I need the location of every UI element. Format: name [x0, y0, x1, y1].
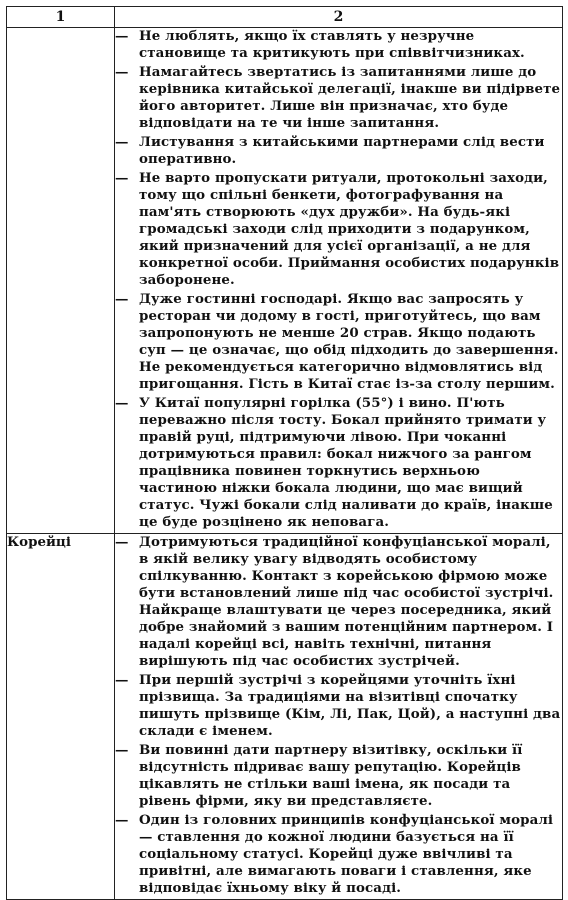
dash-marker: — [115, 742, 129, 758]
list-item [115, 28, 562, 62]
list-item [115, 812, 562, 897]
item-text: Один із головних принципів конфуціанської моралі — ставлення до кожної людини базується на її соціальному статусі. Корейці дуже ввічливі та привітні, але вимагають поваги і ставлення, яке відповідає їхньому віку й посаді. [139, 812, 554, 896]
item-text: У Китаї популярні горілка (55°) і вино. П'ють переважно після тосту. Бокал прийнято тримати у правій руці, підтримуючи лівою. При чоканні дотримуються правил: бокал нижчого за рангом працівника повинен торкнутись верхньою частиною ніжки бокала людини, що має вищий статус. Чужі бокали слід наливати до країв, інакше це буде розцінено як неповага. [139, 395, 553, 530]
dash-marker: — [115, 812, 129, 828]
list-item [115, 672, 562, 740]
list-item [115, 534, 562, 670]
dash-marker: — [115, 64, 129, 80]
dash-marker: — [115, 170, 129, 186]
list-item [115, 395, 562, 531]
item-text: Дотримуються традиційної конфуціанської моралі, в якій велику увагу відводять особистому спілкуванню. Контакт з корейською фірмою може бути встановлений лише під час особистої зустрічі. Найкраще влаштувати це через посередника, який добре знайомий з вашим потенційним партнером. І надалі корейці всі, навіть технічні, питання вирішують під час особистих зустрічей. [139, 534, 554, 669]
dash-marker: — [115, 134, 129, 150]
table-row [7, 28, 563, 534]
dash-marker: — [115, 28, 129, 44]
content-cell [115, 534, 563, 900]
etiquette-table [6, 6, 563, 900]
list-item [115, 64, 562, 132]
item-text: Не люблять, якщо їх ставлять у незручне становище та критикують при співвітчизниках. [139, 28, 525, 61]
item-text: Листування з китайськими партнерами слід вести оперативно. [139, 134, 545, 167]
dash-marker: — [115, 291, 129, 307]
table-row [7, 534, 563, 900]
item-text: При першій зустрічі з корейцями уточніть їхні прізвища. За традиціями на візитівці спочатку пишуть прізвище (Кім, Лі, Пак, Цой), а наступні два склади є іменем. [139, 672, 561, 739]
country-cell [7, 28, 115, 534]
list-item [115, 134, 562, 168]
column-header-1: 1 [7, 7, 115, 28]
list-item [115, 291, 562, 393]
header-row [7, 7, 563, 28]
dash-marker: — [115, 395, 129, 411]
item-text: Дуже гостинні господарі. Якщо вас запросять у ресторан чи додому в гості, приготуйтесь, що вам запропонують не менше 20 страв. Якщо подають суп — це означає, що обід підходить до завершення. Не рекомендується категорично відмовлятись від пригощання. Гість в Китаї стає із-за столу першим. [139, 291, 559, 392]
list-item [115, 170, 562, 289]
list-item [115, 742, 562, 810]
country-cell: Корейці [7, 534, 115, 900]
content-cell [115, 28, 563, 534]
item-text: Намагайтесь звертатись із запитаннями лише до керівника китайської делегації, інакше ви підірвете його авторитет. Лише він призначає, хто буде відповідати на те чи інше запитання. [139, 64, 561, 131]
dash-marker: — [115, 672, 129, 688]
item-text: Не варто пропускати ритуали, протокольні заходи, тому що спільні бенкети, фотографування на пам'ять створюють «дух дружби». На будь-які громадські заходи слід приходити з подарунком, який призначений для усієї організації, а не для конкретної особи. Приймання особистих подарунків заборонене. [139, 170, 560, 288]
dash-marker: — [115, 534, 129, 550]
column-header-2: 2 [115, 7, 563, 28]
item-text: Ви повинні дати партнеру візитівку, оскільки її відсутність підриває вашу репутацію. Корейців цікавлять не стільки ваші імена, як посади та рівень фірми, яку ви представляєте. [139, 742, 523, 809]
